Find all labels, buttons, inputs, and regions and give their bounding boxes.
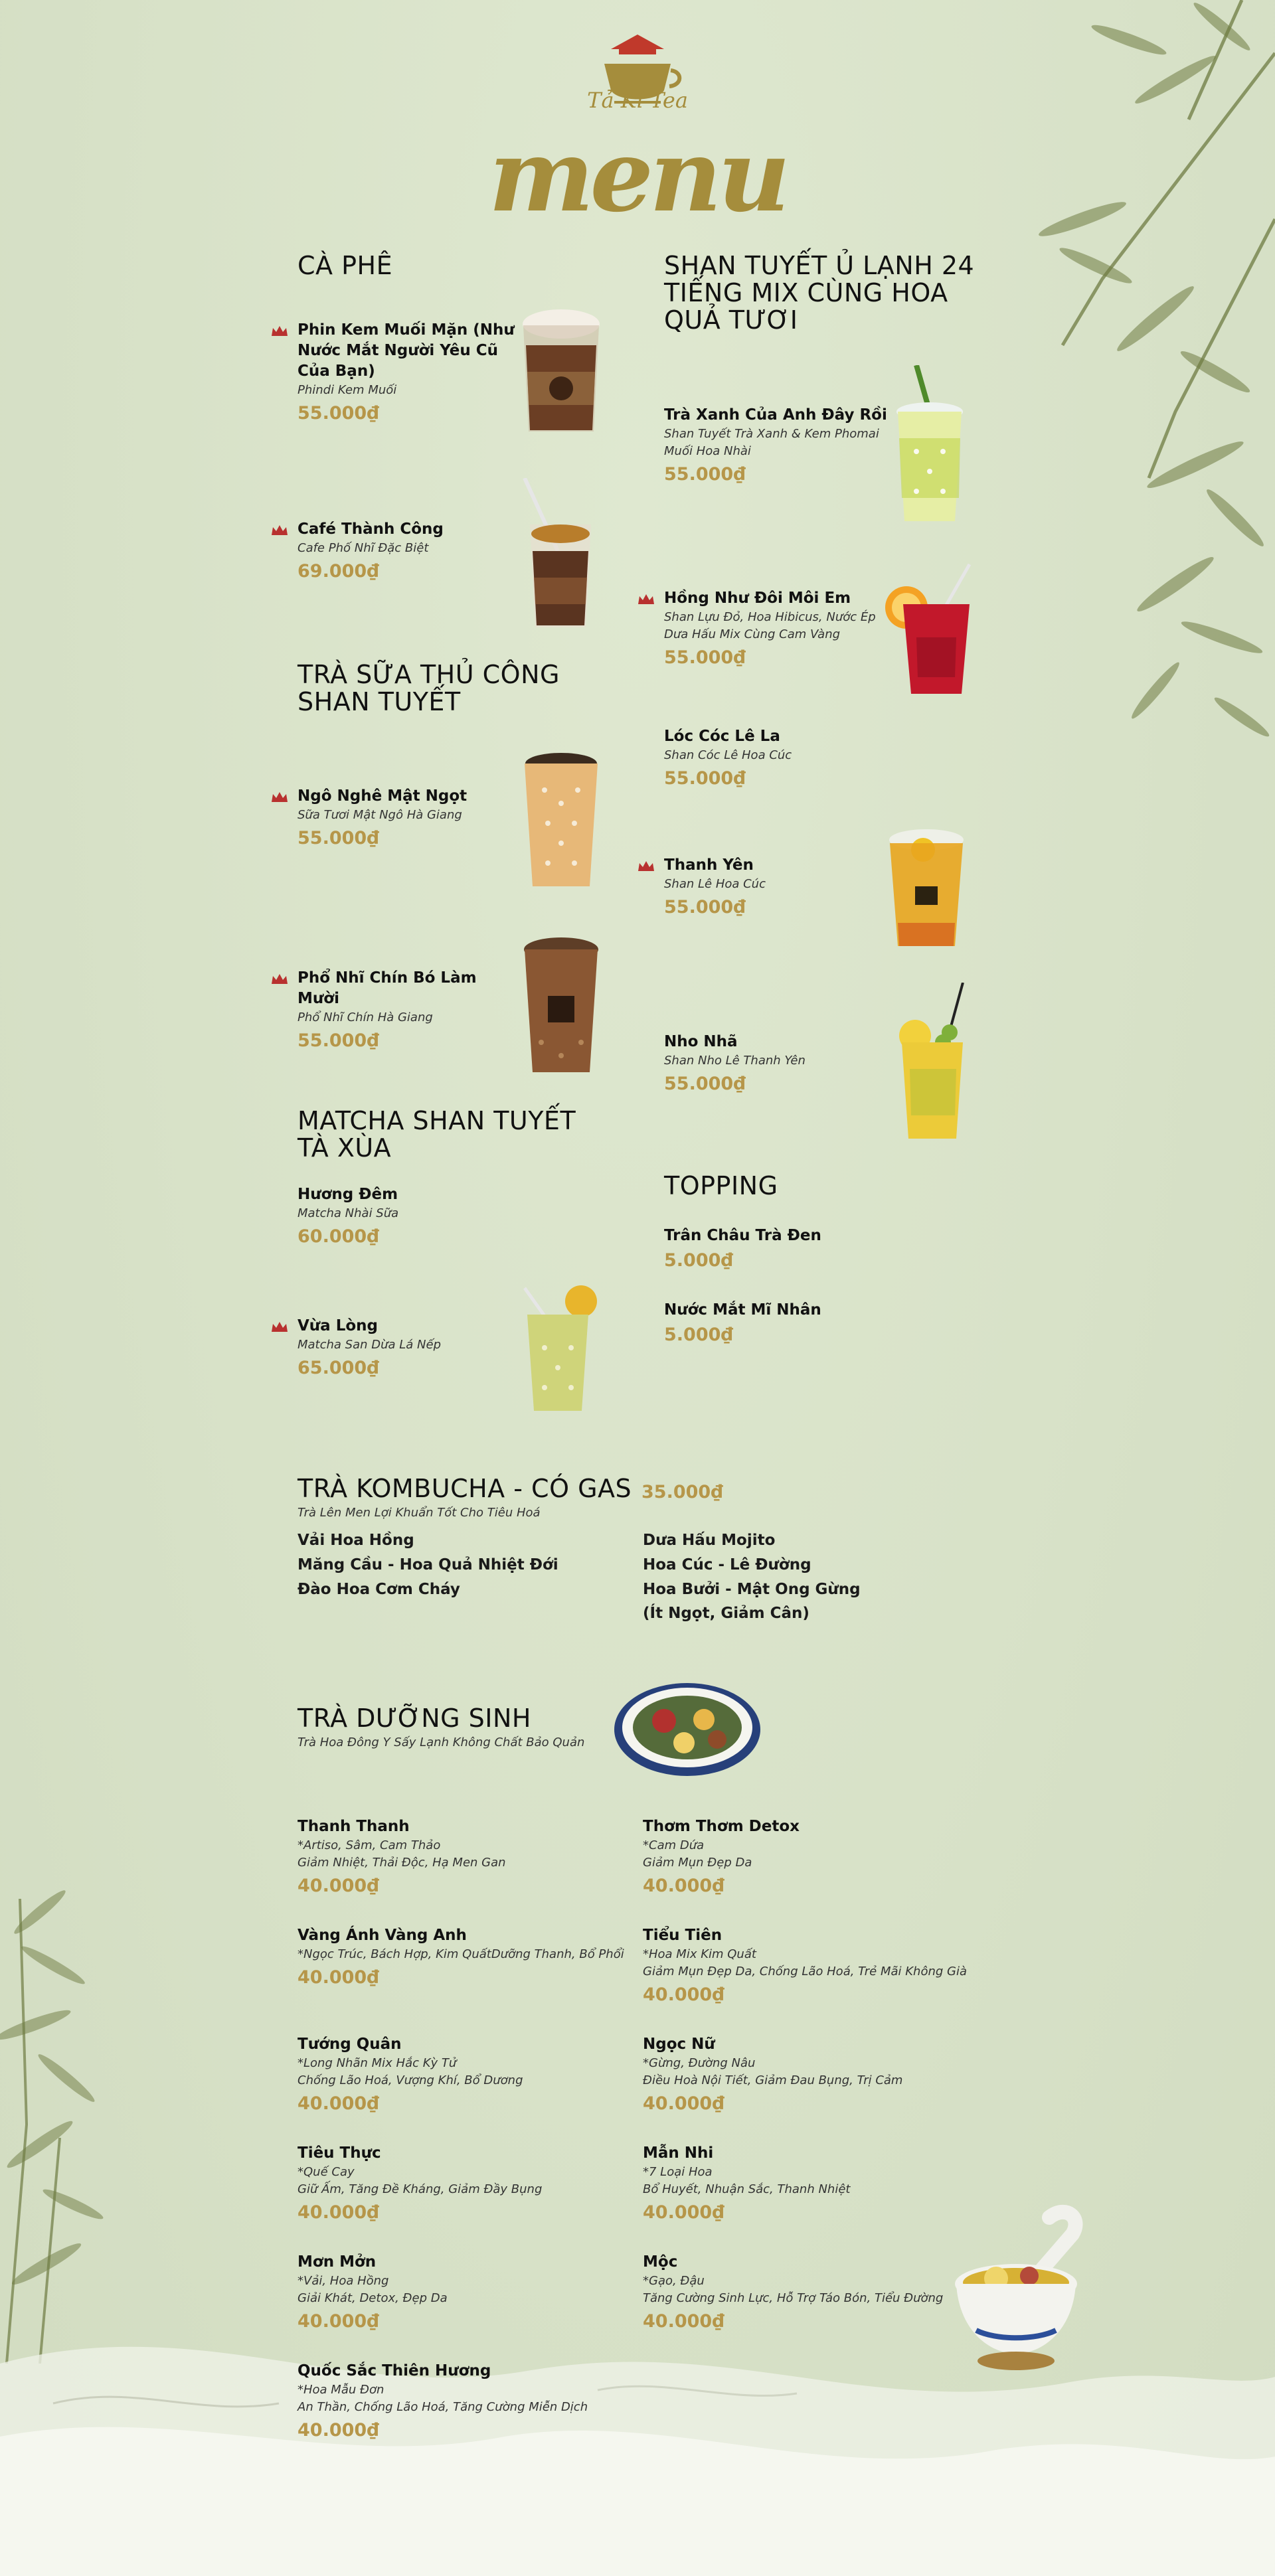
menu-item	[664, 855, 890, 918]
item-desc: Matcha San Dừa Lá Nếp	[298, 1338, 442, 1352]
section-title-coffee: CÀ PHÊ	[298, 251, 393, 280]
item-benefits: Chống Lão Hoá, Vượng Khí, Bổ Dương	[298, 2073, 523, 2088]
menu-item	[664, 1300, 1009, 1345]
item-name: Thanh Yên	[664, 856, 754, 874]
item-price: 40.000₫	[643, 1984, 724, 2006]
item-price: 40.000₫	[643, 2311, 724, 2332]
kombucha-list-left	[298, 1528, 630, 1601]
kombucha-list-right	[643, 1528, 975, 1626]
item-price: 55.000₫	[664, 768, 746, 789]
drink-photo-tra-xanh	[890, 365, 970, 524]
herbal-tea-item	[298, 2143, 643, 2223]
item-benefits: Điều Hoà Nội Tiết, Giảm Đau Bụng, Trị Cảm	[643, 2073, 903, 2088]
item-price: 40.000₫	[298, 2093, 379, 2115]
kombucha-flavor: Hoa Cúc - Lê Đường	[643, 1556, 811, 1573]
item-name: Thanh Thanh	[298, 1818, 410, 1835]
item-desc: Shan Cóc Lê Hoa Cúc	[664, 748, 792, 763]
herbal-tea-item	[643, 2143, 988, 2223]
item-desc: Shan Lựu Đỏ, Hoa Hibicus, Nước Ép Dưa Hấu Mix Cùng Cam Vàng	[664, 610, 876, 642]
item-desc: Sữa Tươi Mật Ngô Hà Giang	[298, 808, 462, 823]
logo	[571, 24, 704, 126]
item-desc: Phindi Kem Muối	[298, 383, 397, 398]
herbal-tea-item	[643, 2034, 988, 2114]
menu-item	[298, 1316, 517, 1378]
menu-item	[664, 1226, 1009, 1271]
item-price: 55.000₫	[298, 828, 379, 849]
tea-bowl-photo	[950, 2204, 1102, 2377]
kombucha-flavor: Măng Cầu - Hoa Quả Nhiệt Đới	[298, 1556, 558, 1573]
kombucha-flavor: Đào Hoa Cơm Cháy	[298, 1580, 460, 1598]
item-price: 55.000₫	[664, 1074, 746, 1095]
drink-photo-hong-nhu-doi-moi	[877, 558, 976, 697]
item-name: Mơn Mởn	[298, 2253, 377, 2271]
item-desc: Matcha Nhài Sữa	[298, 1206, 399, 1221]
item-price: 55.000₫	[664, 647, 746, 669]
herbal-tea-item	[298, 1925, 643, 1988]
item-benefits: Giảm Mụn Đẹp Da, Chống Lão Hoá, Trẻ Mãi Không Già	[643, 1965, 968, 1979]
herbal-tea-item	[298, 2361, 643, 2441]
item-desc: Cafe Phố Nhĩ Đặc Biệt	[298, 541, 429, 556]
item-name: Nho Nhã	[664, 1033, 738, 1050]
item-price: 69.000₫	[298, 561, 379, 582]
menu-item	[298, 786, 517, 848]
item-ingredients: *Hoa Mix Kim Quất	[643, 1947, 756, 1962]
item-ingredients: *Gạo, Đậu	[643, 2274, 705, 2289]
kombucha-subtitle: Trà Lên Men Lợi Khuẩn Tốt Cho Tiêu Hoá	[298, 1506, 541, 1520]
drink-photo-phin-kem	[518, 305, 604, 438]
item-benefits: Bổ Huyết, Nhuận Sắc, Thanh Nhiệt	[643, 2182, 851, 2197]
menu-item	[664, 726, 890, 789]
item-name: Phổ Nhĩ Chín Bó Làm Mười	[298, 969, 477, 1008]
item-name: Lóc Cóc Lê La	[664, 728, 780, 745]
item-price: 55.000₫	[664, 464, 746, 485]
herbal-tea-plate-photo	[611, 1673, 764, 1779]
item-ingredients: *Long Nhãn Mix Hắc Kỳ Tử	[298, 2056, 457, 2071]
item-benefits: Giữ Ấm, Tăng Đề Kháng, Giảm Đầy Bụng	[298, 2182, 543, 2197]
item-name: Mộc	[643, 2253, 678, 2271]
crown-icon	[271, 325, 288, 337]
kombucha-price: 35.000₫	[641, 1482, 723, 1502]
item-price: 40.000₫	[643, 2202, 724, 2223]
drink-photo-nho-nha	[890, 983, 976, 1142]
section-title-duong-sinh: TRÀ DƯỠNG SINH	[298, 1704, 531, 1733]
herbal-tea-item	[298, 1816, 643, 1896]
drink-photo-ngo-nghe	[518, 744, 604, 890]
menu-item	[298, 320, 517, 424]
item-name: Tiêu Thực	[298, 2144, 381, 2162]
item-benefits: An Thần, Chống Lão Hoá, Tăng Cường Miễn Dịch	[298, 2400, 588, 2415]
menu-item	[664, 405, 890, 485]
item-name: Phin Kem Muối Mặn (Như Nước Mắt Người Yêu Cũ Của Bạn)	[298, 321, 515, 380]
item-desc: Shan Lê Hoa Cúc	[664, 877, 766, 892]
section-title-kombucha: TRÀ KOMBUCHA - CÓ GAS	[298, 1474, 632, 1503]
drink-photo-thanh-yen	[883, 823, 970, 949]
herbal-tea-item	[298, 2252, 643, 2332]
item-price: 5.000₫	[664, 1250, 734, 1271]
item-name: Trà Xanh Của Anh Đây Rồi	[664, 406, 887, 424]
item-benefits: Giảm Nhiệt, Thải Độc, Hạ Men Gan	[298, 1856, 506, 1870]
item-price: 40.000₫	[298, 1967, 379, 1988]
item-name: Ngọc Nữ	[643, 2036, 715, 2053]
item-name: Café Thành Công	[298, 521, 444, 538]
item-price: 60.000₫	[298, 1226, 379, 1248]
item-price: 40.000₫	[643, 1876, 724, 1897]
menu-item	[298, 1184, 517, 1247]
menu-item	[664, 588, 890, 668]
item-benefits: Giảm Mụn Đẹp Da	[643, 1856, 752, 1870]
item-desc: Shan Tuyết Trà Xanh & Kem Phomai Muối Hoa Nhài	[664, 427, 879, 459]
item-price: 5.000₫	[664, 1325, 734, 1346]
item-name: Nước Mắt Mĩ Nhân	[664, 1301, 821, 1319]
item-ingredients: *Cam Dứa	[643, 1838, 705, 1853]
item-name: Hương Đêm	[298, 1186, 398, 1203]
item-price: 40.000₫	[298, 2311, 379, 2332]
menu-item	[298, 968, 523, 1051]
item-ingredients: *Gừng, Đường Nâu	[643, 2056, 756, 2071]
herbal-tea-item	[643, 2252, 988, 2332]
herbal-tea-item	[643, 1925, 988, 2005]
drink-photo-cafe-thanh-cong	[511, 478, 604, 631]
crown-icon	[271, 973, 288, 985]
item-ingredients: *Vải, Hoa Hồng	[298, 2274, 389, 2289]
item-desc: Shan Nho Lê Thanh Yên	[664, 1054, 806, 1068]
item-desc: Phổ Nhĩ Chín Hà Giang	[298, 1010, 433, 1025]
crown-icon	[638, 860, 655, 872]
item-name: Tướng Quân	[298, 2036, 402, 2053]
kombucha-flavor: Hoa Bưởi - Mật Ong Gừng	[643, 1580, 861, 1598]
item-price: 55.000₫	[298, 403, 379, 424]
crown-icon	[271, 524, 288, 536]
crown-icon	[638, 594, 655, 605]
menu-item	[664, 1032, 890, 1094]
item-name: Trân Châu Trà Đen	[664, 1227, 821, 1244]
item-benefits: Tăng Cường Sinh Lực, Hỗ Trợ Táo Bón, Tiểu Đường	[643, 2291, 944, 2306]
herbal-tea-item	[643, 1816, 988, 1896]
item-name: Mẫn Nhi	[643, 2144, 714, 2162]
item-ingredients: *Artiso, Sâm, Cam Thảo	[298, 1838, 441, 1853]
section-title-matcha: MATCHA SHAN TUYẾT TÀ XÙA	[298, 1106, 576, 1163]
item-price: 40.000₫	[643, 2093, 724, 2115]
section-title-shan-tuyet: SHAN TUYẾT Ủ LẠNH 24 TIẾNG MIX CÙNG HOA QUẢ TƯƠI	[664, 251, 975, 335]
item-ingredients: *Ngọc Trúc, Bách Hợp, Kim QuấtDưỡng Thanh, Bổ Phổi	[298, 1947, 624, 1962]
kombucha-flavor: Vải Hoa Hồng	[298, 1532, 414, 1549]
item-price: 65.000₫	[298, 1358, 379, 1379]
kombucha-flavor: Dưa Hấu Mojito	[643, 1532, 776, 1549]
duong-sinh-subtitle: Trà Hoa Đông Y Sấy Lạnh Không Chất Bảo Quản	[298, 1735, 585, 1749]
bamboo-decoration-top-right	[1023, 0, 1275, 764]
menu-script-title: menu	[488, 118, 787, 234]
item-ingredients: *Hoa Mẫu Đơn	[298, 2383, 384, 2397]
drink-photo-pho-nhi	[518, 929, 604, 1076]
item-name: Tiểu Tiên	[643, 1927, 722, 1944]
logo-text: Tả Kỉ Tea	[587, 88, 688, 113]
section-title-milk-tea: TRÀ SỮA THỦ CÔNG SHAN TUYẾT	[298, 660, 560, 717]
item-price: 40.000₫	[298, 2420, 379, 2441]
item-price: 55.000₫	[298, 1030, 379, 1052]
item-name: Hồng Như Đôi Môi Em	[664, 590, 851, 607]
item-price: 55.000₫	[664, 897, 746, 918]
kombucha-flavor: (Ít Ngọt, Giảm Cân)	[643, 1605, 809, 1623]
item-name: Ngô Nghê Mật Ngọt	[298, 787, 468, 805]
item-ingredients: *Quế Cay	[298, 2165, 355, 2180]
item-name: Thơm Thơm Detox	[643, 1818, 800, 1835]
menu-item	[298, 519, 517, 582]
herbal-tea-item	[298, 2034, 643, 2114]
item-name: Quốc Sắc Thiên Hương	[298, 2362, 491, 2379]
item-price: 40.000₫	[298, 2202, 379, 2223]
item-name: Vàng Ánh Vàng Anh	[298, 1927, 467, 1944]
crown-icon	[271, 791, 288, 803]
item-price: 40.000₫	[298, 1876, 379, 1897]
crown-icon	[271, 1321, 288, 1333]
item-name: Vừa Lòng	[298, 1317, 378, 1334]
item-ingredients: *7 Loại Hoa	[643, 2165, 713, 2180]
item-benefits: Giải Khát, Detox, Đẹp Da	[298, 2291, 448, 2306]
drink-photo-vua-long	[511, 1281, 604, 1414]
section-title-topping: TOPPING	[664, 1171, 778, 1200]
